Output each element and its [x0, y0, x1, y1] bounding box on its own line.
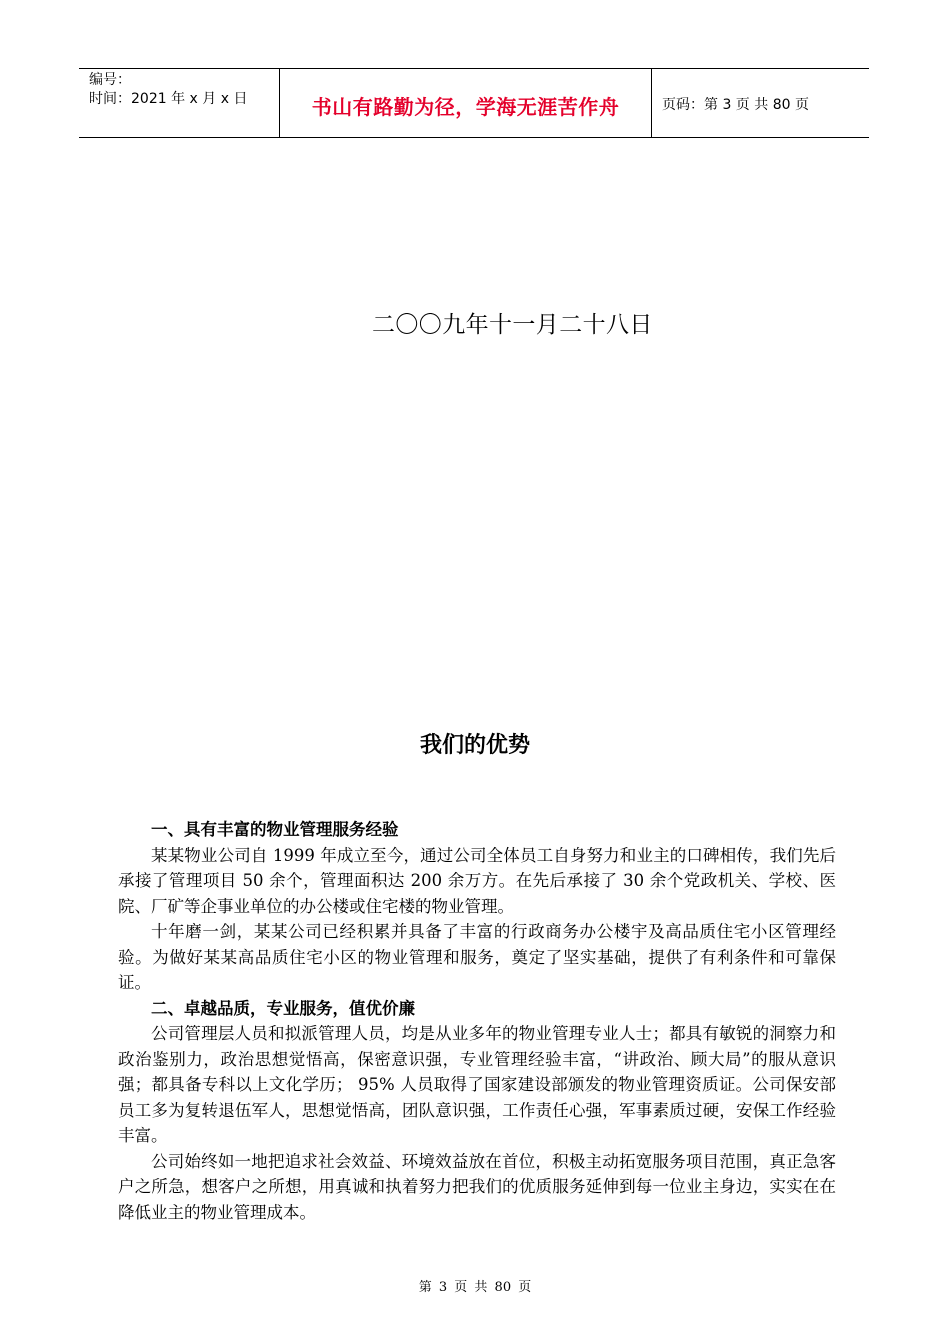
paragraph: 某某物业公司自 1999 年成立至今，通过公司全体员工自身努力和业主的口碑相传，我们先后承接了管理项目 50 余个，管理面积达 200 余万方。在先后承接了 30 余个党政机关、学校、医院、厂矿等企事业单位的办公楼或住宅楼的物业管理。: [118, 845, 836, 916]
page-header-table: [79, 68, 869, 138]
header-motto: 书山有路勤为径，学海无涯苦作舟: [280, 69, 652, 137]
paragraph: 公司管理层人员和拟派管理人员，均是从业多年的物业管理专业人士；都具有敏锐的洞察力和政治鉴别力，政治思想觉悟高，保密意识强，专业管理经验丰富，“讲政治、顾大局”的服从意识强；都具备专科以上文化学历； 95% 人员取得了国家建设部颁发的物业管理资质证。公司保安部员工多为复转退伍军人，思想觉悟高，团队意识强，工作责任心强，军事素质过硬，安保工作经验丰富。: [118, 1024, 836, 1145]
document-date: 二〇〇九年十一月二十八日: [372, 312, 653, 338]
body-content: [118, 817, 836, 1225]
section-title: 我们的优势: [419, 733, 530, 758]
header-meta-cell: [79, 69, 280, 137]
section-heading-1: 一、具有丰富的物业管理服务经验: [151, 820, 399, 839]
paragraph: 十年磨一剑，某某公司已经积累并具备了丰富的行政商务办公楼宇及高品质住宅小区管理经验。为做好某某高品质住宅小区的物业管理和服务，奠定了坚实基础，提供了有利条件和可靠保证。: [118, 922, 836, 992]
header-page-info: 页码：第 3 页 共 80 页: [662, 97, 809, 113]
paragraph: 公司始终如一地把追求社会效益、环境效益放在首位，积极主动拓宽服务项目范围，真正急客户之所急，想客户之所想，用真诚和执着努力把我们的优质服务延伸到每一位业主身边，实实在在降低业主的物业管理成本。: [118, 1151, 836, 1222]
section-heading-2: 二、卓越品质，专业服务，值优价廉: [151, 998, 415, 1018]
serial-number-label: 编号：: [89, 72, 131, 88]
page-footer: 第 3 页 共 80 页: [418, 1280, 532, 1295]
time-label: 时间：2021 年 x 月 x 日: [89, 91, 248, 107]
